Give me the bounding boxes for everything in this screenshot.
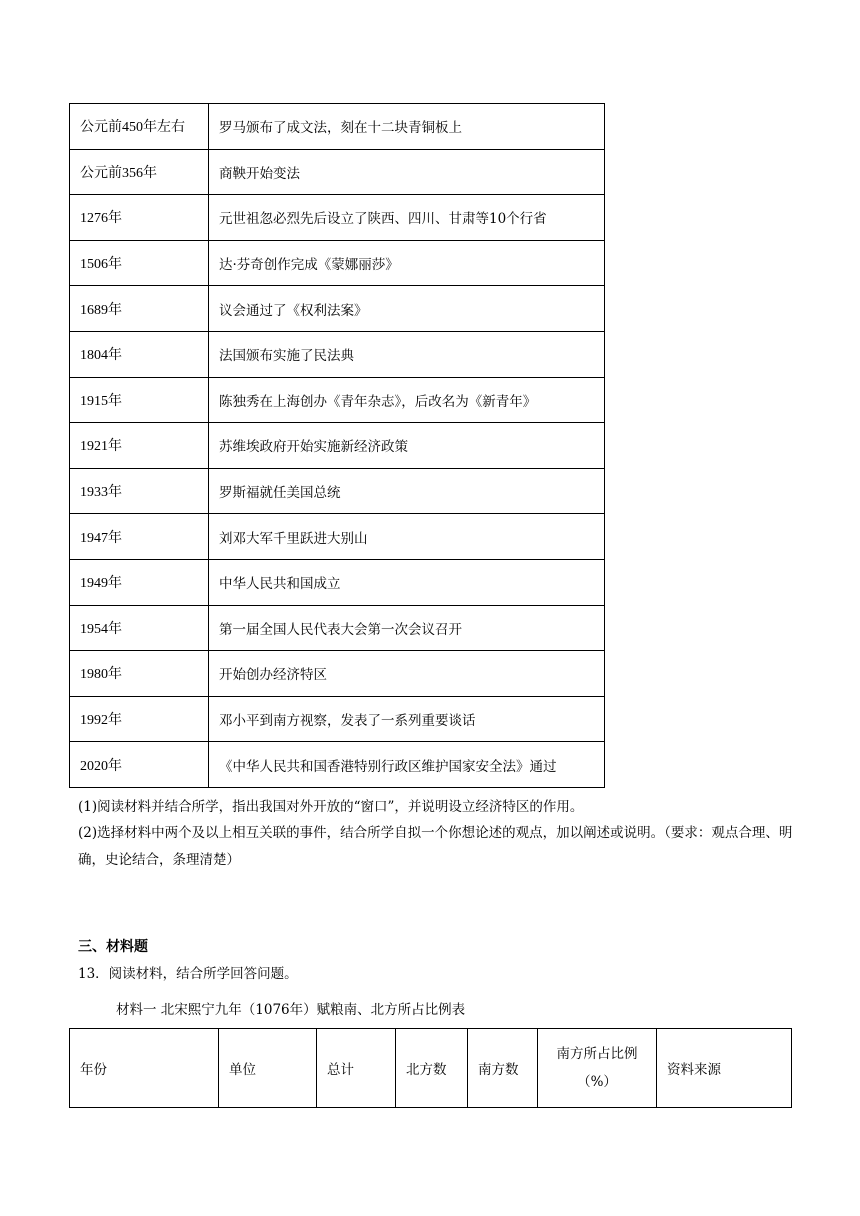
question-13-prompt: 13．阅读材料，结合所学回答问题。	[78, 966, 298, 982]
timeline-row	[70, 514, 605, 560]
timeline-year: 1954年	[70, 605, 209, 651]
material-caption: 材料一 北宋熙宁九年（1076年）赋粮南、北方所占比例表	[116, 1002, 466, 1018]
timeline-event: 商鞅开始变法	[209, 149, 605, 195]
timeline-event: 苏维埃政府开始实施新经济政策	[209, 423, 605, 469]
timeline-year: 2020年	[70, 742, 209, 788]
header-south-ratio-label: 南方所占比例	[556, 1046, 638, 1062]
timeline-year: 1947年	[70, 514, 209, 560]
timeline-row	[70, 104, 605, 150]
question-1: (1)阅读材料并结合所学，指出我国对外开放的“窗口”，并说明设立经济特区的作用。	[78, 799, 584, 815]
header-total: 总计	[317, 1029, 396, 1108]
timeline-row	[70, 559, 605, 605]
timeline-year: 1921年	[70, 423, 209, 469]
timeline-row	[70, 149, 605, 195]
timeline-event: 第一届全国人民代表大会第一次会议召开	[209, 605, 605, 651]
timeline-event: 法国颁布实施了民法典	[209, 331, 605, 377]
header-year: 年份	[70, 1029, 219, 1108]
timeline-event: 邓小平到南方视察，发表了一系列重要谈话	[209, 696, 605, 742]
timeline-event: 刘邓大军千里跃进大别山	[209, 514, 605, 560]
timeline-row	[70, 195, 605, 241]
grain-table-header-row	[70, 1029, 792, 1108]
timeline-year: 1949年	[70, 559, 209, 605]
timeline-event: 议会通过了《权利法案》	[209, 286, 605, 332]
timeline-row	[70, 468, 605, 514]
timeline-table	[69, 103, 605, 788]
timeline-row	[70, 423, 605, 469]
timeline-year: 1276年	[70, 195, 209, 241]
question-2: (2)选择材料中两个及以上相互关联的事件，结合所学自拟一个你想论述的观点，加以阐述或说明。（要求：观点合理、明确，史论结合，条理清楚）	[78, 825, 793, 868]
header-south: 南方数	[468, 1029, 538, 1108]
section-title: 三、材料题	[78, 939, 148, 955]
timeline-year: 公元前356年	[70, 149, 209, 195]
timeline-event: 罗斯福就任美国总统	[209, 468, 605, 514]
timeline-row	[70, 286, 605, 332]
timeline-year: 1506年	[70, 240, 209, 286]
timeline-row	[70, 377, 605, 423]
header-south-ratio	[538, 1029, 657, 1108]
header-source: 资料来源	[657, 1029, 792, 1108]
timeline-year: 公元前450年左右	[70, 104, 209, 150]
timeline-row	[70, 742, 605, 788]
timeline-event: 中华人民共和国成立	[209, 559, 605, 605]
timeline-row	[70, 240, 605, 286]
timeline-event: 元世祖忽必烈先后设立了陕西、四川、甘肃等10个行省	[209, 195, 605, 241]
timeline-row	[70, 605, 605, 651]
grain-ratio-table	[69, 1028, 792, 1108]
header-unit: 单位	[219, 1029, 317, 1108]
timeline-row	[70, 696, 605, 742]
timeline-event: 开始创办经济特区	[209, 651, 605, 697]
timeline-row	[70, 651, 605, 697]
timeline-event: 《中华人民共和国香港特别行政区维护国家安全法》通过	[209, 742, 605, 788]
header-south-ratio-unit: （%）	[577, 1074, 617, 1090]
timeline-year: 1915年	[70, 377, 209, 423]
timeline-event: 达·芬奇创作完成《蒙娜丽莎》	[209, 240, 605, 286]
timeline-year: 1804年	[70, 331, 209, 377]
timeline-event: 罗马颁布了成文法，刻在十二块青铜板上	[209, 104, 605, 150]
timeline-event: 陈独秀在上海创办《青年杂志》，后改名为《新青年》	[209, 377, 605, 423]
timeline-year: 1992年	[70, 696, 209, 742]
timeline-year: 1689年	[70, 286, 209, 332]
timeline-year: 1980年	[70, 651, 209, 697]
header-north: 北方数	[396, 1029, 468, 1108]
timeline-row	[70, 331, 605, 377]
timeline-year: 1933年	[70, 468, 209, 514]
